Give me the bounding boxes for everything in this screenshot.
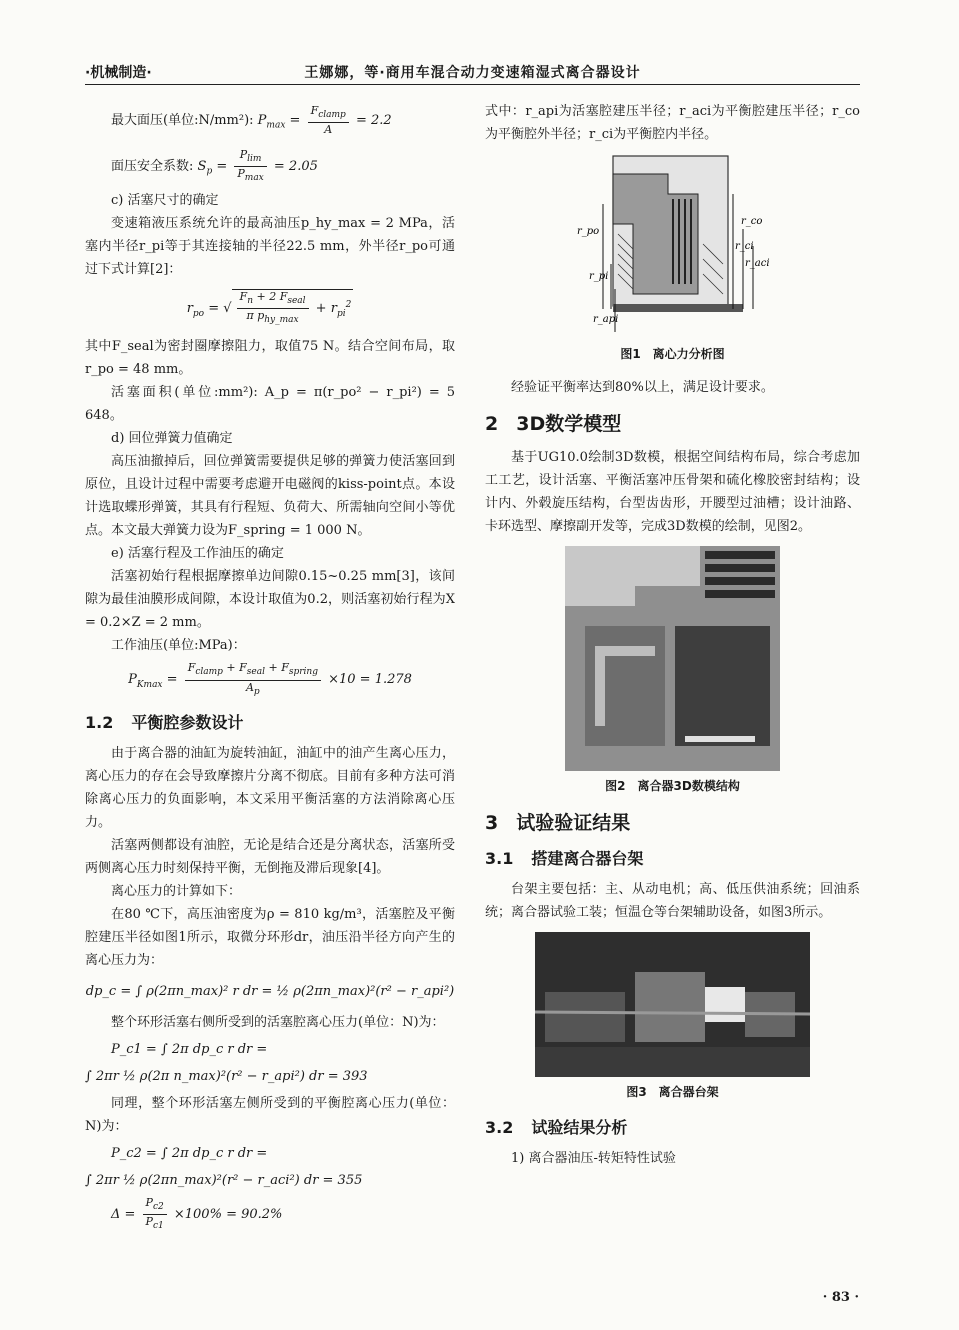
eq-delta: Δ = $\frac{P_{c2}}{P_{c1}}$ ×100% = 90.2% (111, 1195, 283, 1232)
label-rco: r_co (740, 216, 762, 227)
label-rpi: r_pi (588, 271, 608, 282)
eq-p-max: 最大面压(单位:N/mm²): $P_{max}$ = $\frac{F_{clamp}}{A}$ = 2.2 (111, 104, 392, 137)
section-3-1-heading: 3.1 搭建离合器台架 (485, 849, 644, 868)
balance-text-2: 活塞两侧都设有油腔，无论是结合还是分离状态，活塞所受两侧离心压力时刻保持平衡，无倒拖及滞后现象[4]。 (85, 837, 455, 876)
d-heading: d) 回位弹簧力值确定 (111, 431, 233, 447)
figure-1 (573, 154, 773, 339)
wp-label: 工作油压(单位:MPa)： (111, 638, 246, 654)
eq-working-pressure: $P_{Kmax}$ = $\frac{F_{clamp} + F_{seal} + F_{spring}}{A_p}$ ×10 = 1.278 (128, 661, 412, 697)
balance-text-1: 由于离合器的油缸为旋转油缸，油缸中的油产生离心压力，离心压力的存在会导致摩擦片分离不彻底。目前有多种方法可消除离心压力的负面影响，本文采用平衡活塞的方法消除离心压力。 (85, 745, 455, 830)
eq-pc1-b: ∫ 2πr ½ ρ(2π n_max)²(r² − r_api²) dr = 393 (85, 1068, 368, 1084)
figure-1-caption: 图1 离心力分析图 (620, 347, 725, 361)
label-raci: r_aci (744, 258, 770, 269)
label-rapi: r_api (592, 314, 618, 325)
clutch-3d-model (565, 546, 780, 771)
c-heading: c) 活塞尺寸的确定 (111, 193, 219, 209)
area-text: 活塞面积(单位:mm²): A_p = π(r_po² − r_pi²) = 5 648。 (85, 385, 455, 424)
section-3-2-heading: 3.2 试验结果分析 (485, 1118, 628, 1137)
page-number: · 83 · (822, 1290, 859, 1305)
right-column (485, 100, 860, 1170)
eq-rpo: $r_{po}$ = √ $\frac{F_n + 2 F_{seal}}{\pi p_{hy\_max}}$ + $r_{pi}^2$ (186, 290, 352, 326)
eq-sp: 面压安全系数: $S_p$ = $\frac{P_{lim}}{P_{max}}$ = 2.05 (111, 147, 318, 184)
seal-text: 其中F_seal为密封圈摩擦阻力，取值75 N。结合空间布局，取r_po = 48 mm。 (85, 339, 455, 378)
right-side-text: 整个环形活塞右侧所受到的活塞腔离心压力(单位：N)为： (111, 1014, 445, 1030)
eq-pc1-a: P_c1 = ∫ 2π dp_c r dr = (111, 1041, 268, 1057)
clutch-test-rig-photo (535, 932, 810, 1077)
item-1: 1) 离合器油压-转矩特性试验 (511, 1151, 676, 1166)
left-column (85, 100, 455, 1237)
d-text: 高压油撤掉后，回位弹簧需要提供足够的弹簧力使活塞回到原位，且设计过程中需要考虑避开电磁阀的kiss-point点。本设计选取蝶形弹簧，其具有行程短、负荷大、所需轴向空间小等优点。本文最大弹簧力设为F_spring = 1 000 N。 (85, 454, 455, 539)
calc-text: 离心压力的计算如下： (111, 883, 242, 899)
density-text: 在80 ℃下，高压油密度为ρ = 810 kg/m³，活塞腔及平衡腔建压半径如图1所示，取微分环形dr，油压沿半径方向产生的离心压力为： (85, 906, 455, 968)
label-rpo: r_po (576, 226, 599, 237)
eq-pc2-b: ∫ 2πr ½ ρ(2πn_max)²(r² − r_aci²) dr = 355 (85, 1172, 363, 1188)
section-2-heading: 2 3D数学模型 (485, 413, 622, 435)
where-text: 式中：r_api为活塞腔建压半径；r_aci为平衡腔建压半径；r_co为平衡腔外半径；r_ci为平衡腔内半径。 (485, 104, 860, 142)
figure-2 (565, 546, 780, 771)
centrifugal-diagram (573, 154, 773, 339)
figure-2-caption: 图2 离合器3D数模结构 (605, 779, 740, 793)
figure-3-caption: 图3 离合器台架 (626, 1085, 719, 1099)
figure-3 (535, 932, 810, 1077)
label-rci: r_ci (734, 241, 754, 252)
eq-dp: dp_c = ∫ ρ(2πn_max)² r dr = ½ ρ(2πn_max)²(r² − r_api²) (85, 983, 455, 999)
running-header (85, 56, 860, 85)
section-1-2-heading: 1.2 平衡腔参数设计 (85, 712, 244, 732)
e-text: 活塞初始行程根据摩擦单边间隙0.15~0.25 mm[3]，该间隙为最佳油膜形成间隙，本设计取值为0.2，则活塞初始行程为X = 0.2×Z = 2 mm。 (85, 569, 455, 631)
eq-pc2-a: P_c2 = ∫ 2π dp_c r dr = (111, 1145, 268, 1161)
running-title: 王娜娜，等·商用车混合动力变速箱湿式离合器设计 (304, 65, 641, 81)
model-text: 基于UG10.0绘制3D数模，根据空间结构布局，综合考虑加工工艺，设计活塞、平衡活塞冲压骨架和硫化橡胶密封结构；设计内、外毂旋压结构，台型齿齿形，开腰型过油槽；设计油路、卡环选型、摩擦副开发等，完成3D数模的绘制，见图2。 (485, 450, 860, 534)
journal-name: ·机械制造· (85, 65, 152, 81)
c-text: 变速箱液压系统允许的最高油压p_hy_max = 2 MPa，活塞内半径r_pi等于其连接轴的半径22.5 mm，外半径r_po可通过下式计算[2]： (85, 216, 455, 278)
verify-text: 经验证平衡率达到80%以上，满足设计要求。 (511, 380, 774, 395)
e-heading: e) 活塞行程及工作油压的确定 (111, 546, 284, 562)
section-3-heading: 3 试验验证结果 (485, 812, 631, 834)
rig-text: 台架主要包括：主、从动电机；高、低压供油系统；回油系统；离合器试验工装；恒温仓等台架辅助设备，如图3所示。 (485, 882, 860, 920)
left-side-text: 同理，整个环形活塞左侧所受到的平衡腔离心压力(单位：N)为： (85, 1095, 455, 1134)
